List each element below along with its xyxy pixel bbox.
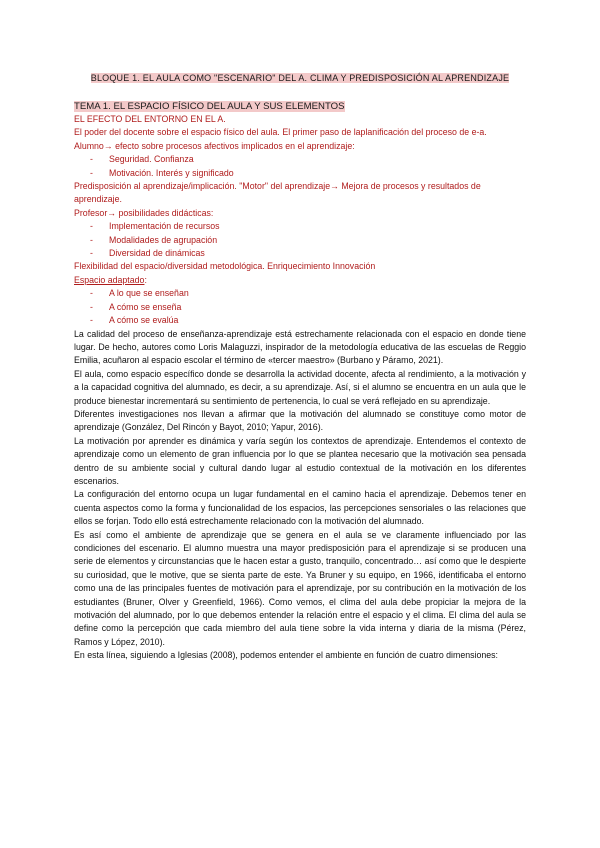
dash-marker: - xyxy=(90,248,93,259)
dash-marker: - xyxy=(90,315,93,326)
body-paragraph: Es así como el ambiente de aprendizaje que se genera en el aula se ve claramente influenciado por las condiciones del escenario. El alumno muestra una mayor predisposición para el aprendizaje si se producen una serie de elementos y circunstancias que le hacen estar a gusto, tranquilo, concentrado… así como que le despierte su curiosidad, que le motive, que se sienta parte de este. Ya Bruner y su equipo, en 1966, identificaba el entorno como una de las principales fuentes de motivación para el aprendizaje, por su contribución en la motivación de los estudiantes (Bruner, Olver y Greenfield, 1966). Como vemos, el clima del aula debe propiciar la mejora de la motivación del alumnado, por lo que debemos entender la relación entre el espacio y el clima. El clima del aula se define como la percepción que cada miembro del aula tiene sobre la vida interna y diaria de la misma (Pérez, Ramos y López, 2010). xyxy=(74,529,526,647)
list-item xyxy=(74,247,526,260)
list-item-text: Modalidades de agrupación xyxy=(109,234,218,245)
list-item-text: Motivación. Interés y significado xyxy=(109,167,234,178)
body-paragraph: El aula, como espacio específico donde se desarrolla la actividad docente, afecta al rendimiento, a la motivación y a la capacidad cognitiva del alumnado, es decir, a su aprendizaje. Así, si el alumno se encuentra en un aula que le produce bienestar incrementará su sentimiento de pertenencia, lo cual se verá reflejado en su aprendizaje. xyxy=(74,368,526,406)
body-paragraph: La calidad del proceso de enseñanza-aprendizaje está estrechamente relacionada con el espacio en donde tiene lugar. De hecho, autores como Loris Malaguzzi, inspirador de la metodología educativa de las escuelas de Reggio Emilia, acuñaron al espacio escolar el término de «tercer maestro» (Burbano y Páramo, 2021). xyxy=(74,328,526,366)
section-heading-efecto: EL EFECTO DEL ENTORNO EN EL A. xyxy=(74,114,226,124)
document-content xyxy=(74,72,526,663)
topic-title xyxy=(74,100,526,113)
list-item xyxy=(74,234,526,247)
topic-title-text: TEMA 1. EL ESPACIO FÍSICO DEL AULA Y SUS ELEMENTOS xyxy=(74,100,345,112)
list-espacio xyxy=(74,287,526,327)
paragraph-alumno: Alumno→ efecto sobre procesos afectivos implicados en el aprendizaje: xyxy=(74,140,355,151)
block-title xyxy=(74,72,526,86)
dash-marker: - xyxy=(90,288,93,299)
body-paragraph: La motivación por aprender es dinámica y varía según los contextos de aprendizaje. Entendemos el contexto de aprendizaje como un elemento de gran influencia por lo que se plantea necesario que la motivación sea pensada dentro de su ambiente social y cultural dando lugar al estudio contextual de la motivación en los diferentes escenarios. xyxy=(74,435,526,486)
list-item xyxy=(74,301,526,314)
list-item-text: Seguridad. Confianza xyxy=(109,154,194,165)
paragraph-poder: El poder del docente sobre el espacio físico del aula. El primer paso de laplanificación del proceso de e-a. xyxy=(74,127,487,138)
list-item xyxy=(74,167,526,180)
list-item xyxy=(74,314,526,327)
body-paragraph: La configuración del entorno ocupa un lugar fundamental en el camino hacia el aprendizaje. Debemos tener en cuenta aspectos como la forma y funcionalidad de los espacios, las percepciones sensoriales o las relaciones que ellos se forjan. Todo ello está estrechamente relacionado con la motivación del alumnado. xyxy=(74,489,526,527)
dash-marker: - xyxy=(90,221,93,232)
dash-marker: - xyxy=(90,301,93,312)
paragraph-profesor: Profesor→ posibilidades didácticas: xyxy=(74,207,214,218)
spacer xyxy=(74,86,526,100)
colon: : xyxy=(144,274,147,285)
dash-marker: - xyxy=(90,154,93,165)
body-paragraph: En esta línea, siguiendo a Iglesias (2008), podemos entender el ambiente en función de cuatro dimensiones: xyxy=(74,650,498,661)
list-item xyxy=(74,287,526,300)
dash-marker: - xyxy=(90,167,93,178)
list-item xyxy=(74,153,526,166)
list-item-text: Diversidad de dinámicas xyxy=(109,248,205,259)
paragraph-flexibilidad: Flexibilidad del espacio/diversidad metodológica. Enriquecimiento Innovación xyxy=(74,261,376,272)
list-item-text: A lo que se enseñan xyxy=(109,288,189,299)
list-profesor xyxy=(74,220,526,260)
list-alumno xyxy=(74,153,526,180)
block-title-text: BLOQUE 1. EL AULA COMO "ESCENARIO" DEL A. CLIMA Y PREDISPOSICIÓN AL APRENDIZAJE xyxy=(90,73,510,83)
espacio-adaptado-label: Espacio adaptado xyxy=(74,274,145,285)
list-item-text: A cómo se enseña xyxy=(109,301,182,312)
paragraph-predisposicion: Predisposición al aprendizaje/implicación. "Motor" del aprendizaje→ Mejora de procesos y resultados de aprendizaje. xyxy=(74,181,481,205)
list-item xyxy=(74,220,526,233)
paragraph-espacio-adaptado xyxy=(74,274,526,287)
body-paragraph: Diferentes investigaciones nos llevan a afirmar que la motivación del alumnado se constituye como motor de aprendizaje (González, Del Rincón y Bayot, 2010; Yapur, 2016). xyxy=(74,408,526,433)
dash-marker: - xyxy=(90,234,93,245)
list-item-text: Implementación de recursos xyxy=(109,221,220,232)
list-item-text: A cómo se evalúa xyxy=(109,315,179,326)
